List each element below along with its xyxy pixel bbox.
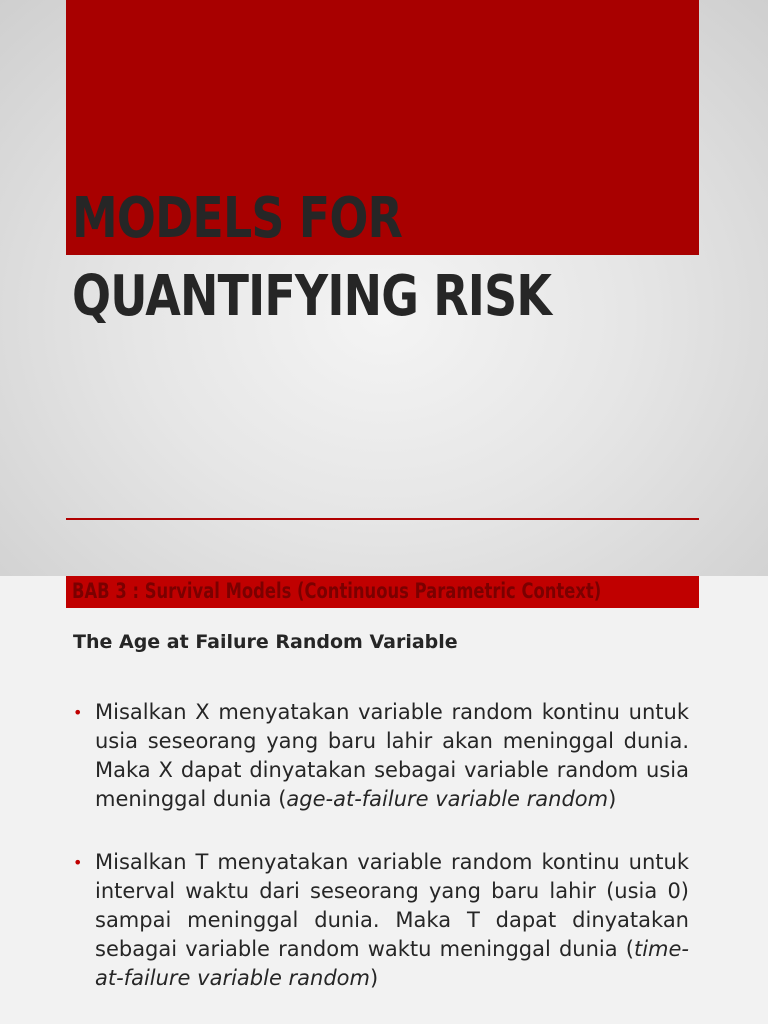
section-subtitle: The Age at Failure Random Variable — [73, 631, 458, 653]
slide-title — [72, 180, 597, 336]
content-slide — [0, 576, 768, 1024]
list-item — [73, 848, 693, 993]
bullet-text-italic: time-at-failure variable random — [95, 937, 689, 990]
section-bar-label: BAB 3 : Survival Models (Continuous Parametric Context) — [72, 579, 602, 603]
bullet-list — [73, 698, 693, 1024]
bullet-text-main: Misalkan T menyatakan variable random kontinu untuk interval waktu dari seseorang yang baru lahir (usia 0) sampai meninggal dunia. Maka T dapat dinyatakan sebagai variable random waktu meninggal dunia ( — [95, 850, 689, 961]
section-bar — [66, 576, 699, 608]
bullet-text — [95, 848, 689, 993]
list-item — [73, 698, 693, 814]
bullet-text-end: ) — [608, 787, 617, 811]
bullet-text-main: Misalkan X menyatakan variable random kontinu untuk usia seseorang yang baru lahir akan meninggal dunia. Maka X dapat dinyatakan sebagai variable random usia meninggal dunia ( — [95, 700, 689, 811]
slide-title-line-2: QUANTIFYING RISK — [72, 264, 552, 329]
bullet-text-italic: age-at-failure variable random — [286, 787, 609, 811]
bullet-icon: • — [73, 703, 83, 722]
bullet-text — [95, 698, 689, 814]
bullet-text-end: ) — [370, 966, 379, 990]
bullet-icon: • — [73, 853, 83, 872]
slide-title-line-1: MODELS FOR — [72, 186, 403, 251]
title-divider — [66, 518, 699, 520]
